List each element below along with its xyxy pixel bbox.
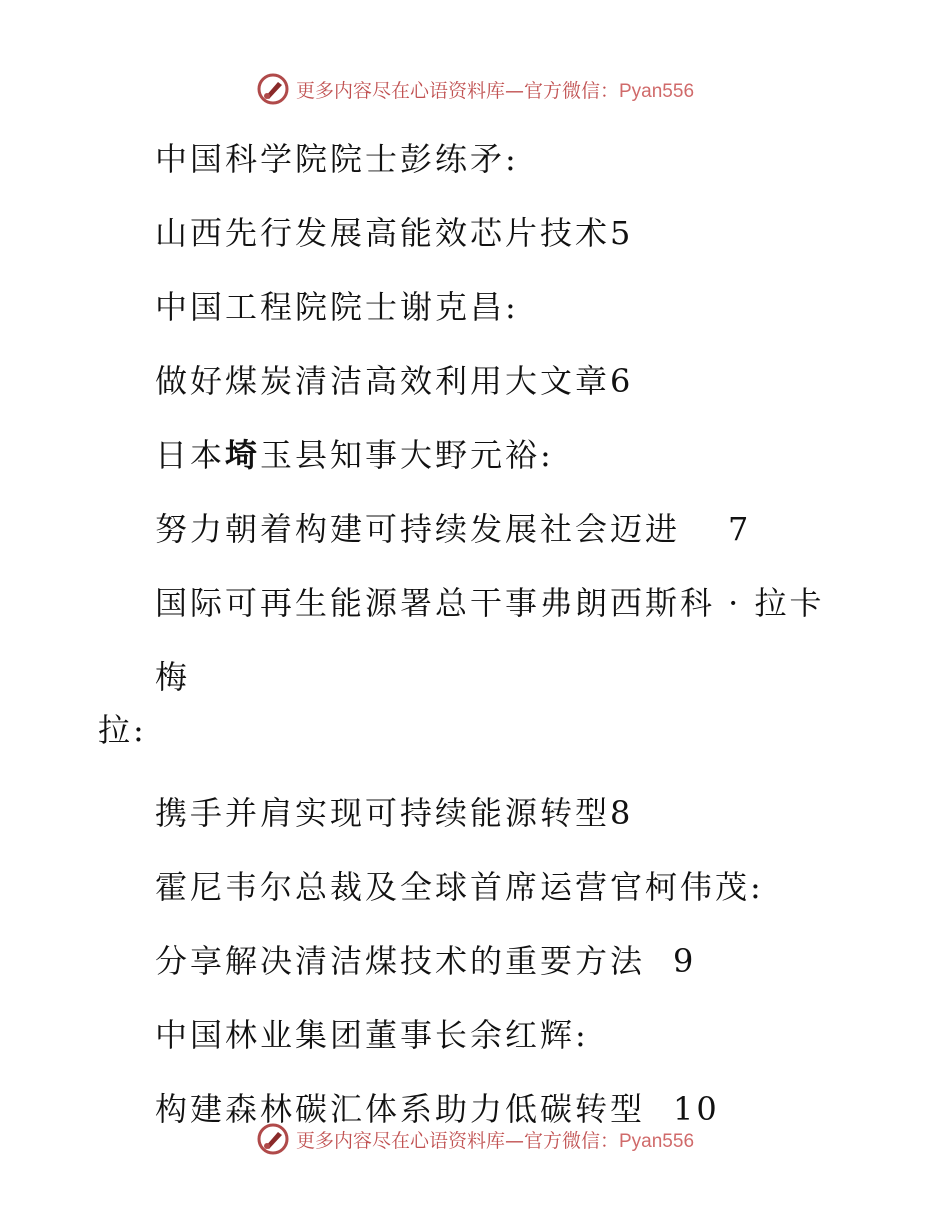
toc-page-number: 6: [610, 362, 634, 400]
watermark-separator: —: [504, 1129, 524, 1152]
toc-page-number: 5: [610, 214, 634, 252]
watermark-brand: 更多内容尽在心语资料库: [295, 79, 505, 102]
toc-entry-title: [98, 776, 858, 850]
watermark-id: Pyan556: [619, 80, 695, 102]
toc-text: 中国林业集团董事长余红辉:: [155, 1016, 589, 1054]
table-of-contents: [98, 122, 858, 1146]
pen-seal-icon: [256, 1122, 290, 1156]
toc-entry-title: [98, 196, 858, 270]
toc-entry-continuation: [98, 702, 858, 758]
toc-text: 拉:: [98, 711, 147, 749]
toc-text: 中国科学院院士彭练矛:: [155, 140, 519, 178]
toc-page-number: 7: [728, 510, 752, 548]
toc-text: 霍尼韦尔总裁及全球首席运营官柯伟茂:: [155, 868, 764, 906]
toc-entry-speaker: [98, 566, 858, 714]
toc-page-number: 8: [610, 794, 634, 832]
toc-page-number: 10: [673, 1090, 720, 1128]
toc-text-post: 玉县知事大野元裕:: [260, 436, 554, 474]
watermark-brand: 更多内容尽在心语资料库: [295, 1129, 505, 1152]
watermark-separator: —: [504, 79, 524, 102]
watermark-footer: [0, 1122, 950, 1156]
toc-text-pre: 日本: [155, 436, 226, 474]
toc-text: 努力朝着构建可持续发展社会迈进: [155, 510, 681, 548]
toc-text: 分享解决清洁煤技术的重要方法: [155, 942, 646, 980]
toc-entry-speaker: [98, 998, 858, 1072]
watermark-header: [0, 72, 950, 106]
watermark-text: [296, 76, 694, 103]
watermark-text: [296, 1126, 694, 1153]
toc-text: 中国工程院院士谢克昌:: [155, 288, 519, 326]
toc-entry-speaker: [98, 418, 858, 492]
watermark-label: 官方微信：: [523, 79, 619, 102]
watermark-label: 官方微信：: [523, 1129, 619, 1152]
toc-entry-speaker: [98, 270, 858, 344]
watermark-id: Pyan556: [619, 1130, 695, 1152]
toc-text-bold: 埼: [225, 436, 261, 474]
toc-text: 构建森林碳汇体系助力低碳转型: [155, 1090, 646, 1128]
toc-entry-speaker: [98, 122, 858, 196]
toc-text: 国际可再生能源署总干事弗朗西斯科 · 拉卡梅: [155, 584, 825, 696]
toc-entry-title: [98, 492, 858, 566]
toc-entry-speaker: [98, 850, 858, 924]
pen-seal-icon: [256, 72, 290, 106]
toc-entry-title: [98, 924, 858, 998]
toc-page-number: 9: [673, 942, 697, 980]
toc-text: 做好煤炭清洁高效利用大文章: [155, 362, 611, 400]
toc-entry-title: [98, 344, 858, 418]
toc-text: 携手并肩实现可持续能源转型: [155, 794, 611, 832]
toc-text: 山西先行发展高能效芯片技术: [155, 214, 611, 252]
